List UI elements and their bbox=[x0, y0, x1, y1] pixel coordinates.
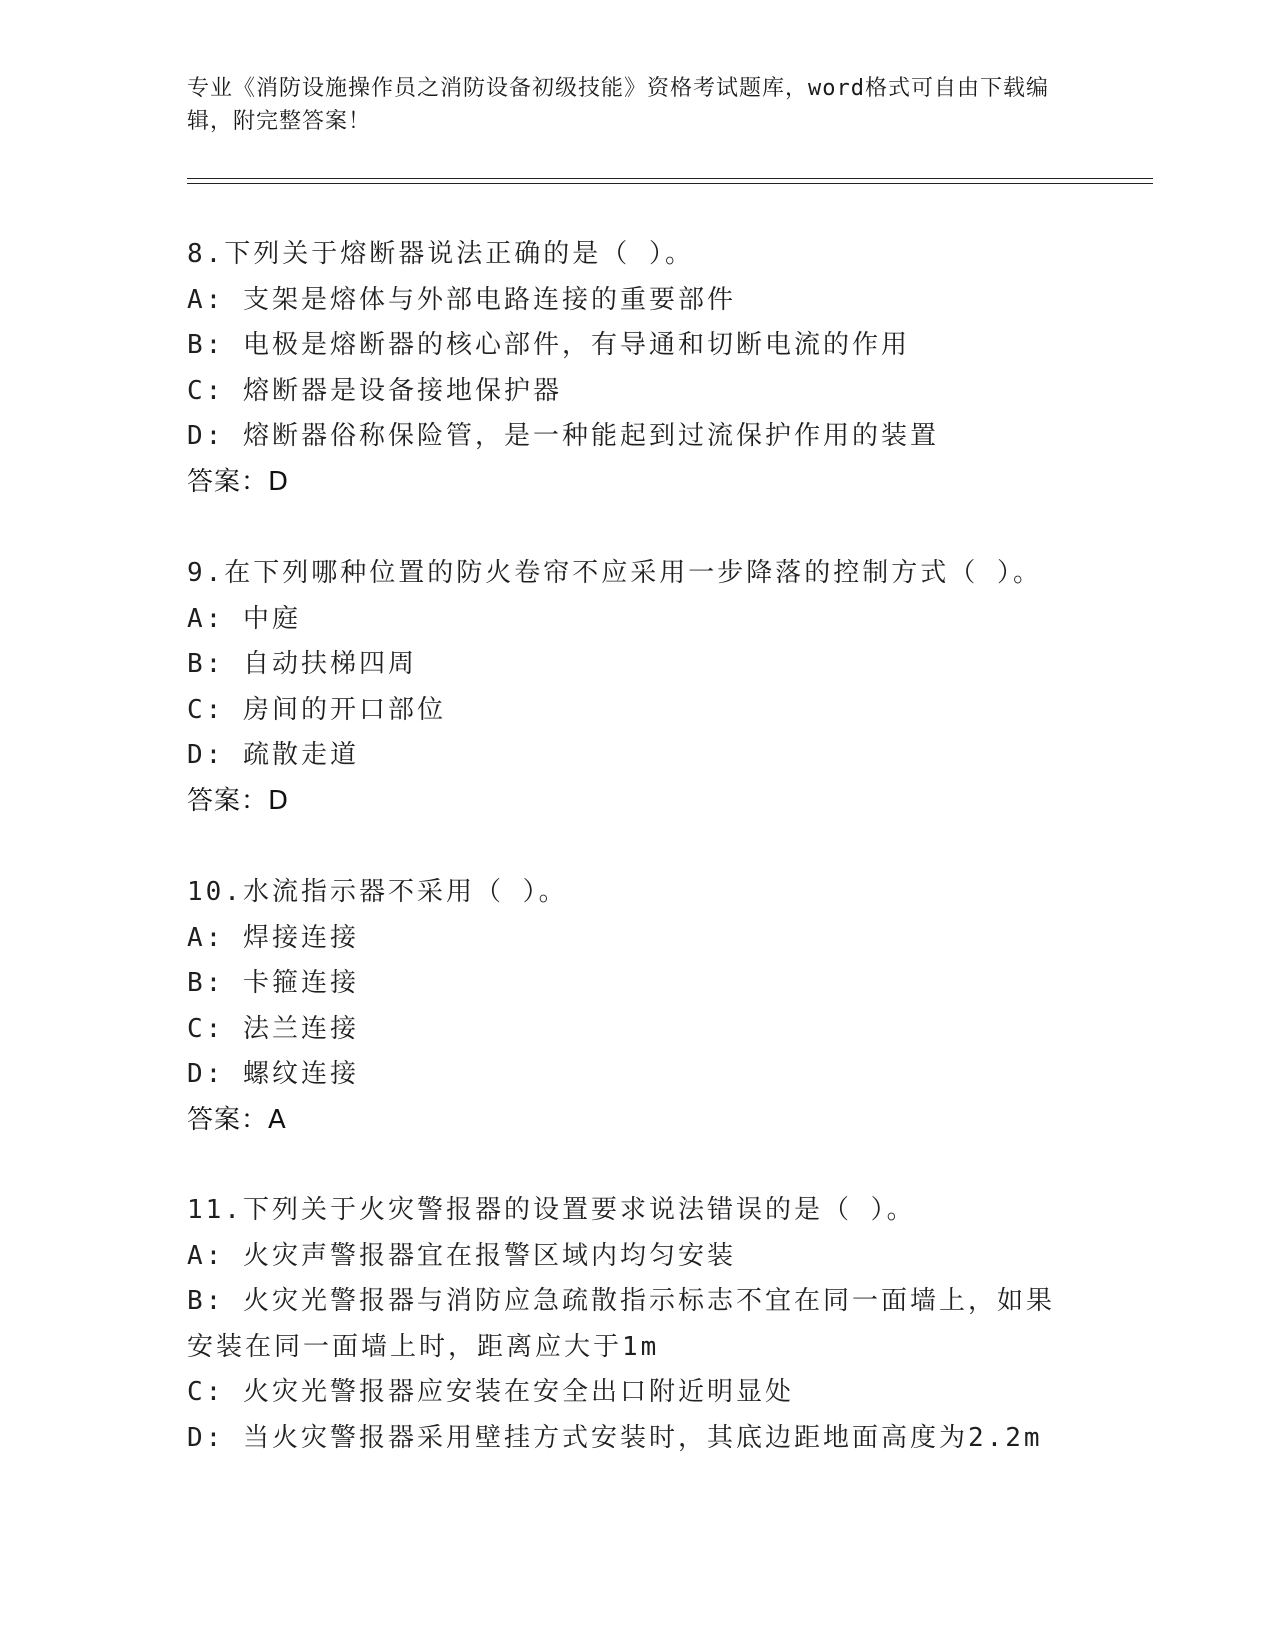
question-stem: 8.下列关于熔断器说法正确的是（ ）。 bbox=[187, 239, 694, 269]
option-b: B: 电极是熔断器的核心部件，有导通和切断电流的作用 bbox=[187, 330, 910, 360]
option-c: C: 房间的开口部位 bbox=[187, 694, 446, 725]
option-b: B: 火灾光警报器与消防应急疏散指示标志不宜在同一面墙上，如果安装在同一面墙上时，距离应大于1m bbox=[187, 1286, 1055, 1362]
question-stem: 9.在下列哪种位置的防火卷帘不应采用一步降落的控制方式（ ）。 bbox=[187, 558, 1042, 588]
header-divider-top bbox=[187, 178, 1153, 179]
option-b: B: 卡箍连接 bbox=[187, 968, 359, 998]
option-d: D: 疏散走道 bbox=[187, 740, 359, 770]
option-d: D: 螺纹连接 bbox=[187, 1059, 359, 1089]
answer: 答案：D bbox=[187, 785, 290, 816]
option-c: C: 熔断器是设备接地保护器 bbox=[187, 375, 562, 406]
option-a: A: 火灾声警报器宜在报警区域内均匀安装 bbox=[187, 1240, 736, 1271]
answer: 答案：D bbox=[187, 466, 290, 497]
question-9 bbox=[187, 551, 1087, 824]
option-a: A: 支架是熔体与外部电路连接的重要部件 bbox=[187, 284, 736, 315]
option-c: C: 火灾光警报器应安装在安全出口附近明显处 bbox=[187, 1377, 794, 1407]
header-divider-bottom bbox=[187, 183, 1153, 184]
question-8 bbox=[187, 232, 1087, 505]
option-d: D: 熔断器俗称保险管，是一种能起到过流保护作用的装置 bbox=[187, 421, 939, 451]
document-header: 专业《消防设施操作员之消防设备初级技能》资格考试题库，word格式可自由下载编辑，附完整答案！ bbox=[187, 76, 1049, 134]
option-c: C: 法兰连接 bbox=[187, 1013, 359, 1044]
option-a: A: 焊接连接 bbox=[187, 922, 359, 953]
question-11 bbox=[187, 1188, 1087, 1461]
question-10 bbox=[187, 870, 1087, 1143]
option-d: D: 当火灾警报器采用壁挂方式安装时，其底边距地面高度为2.2m bbox=[187, 1422, 1043, 1453]
option-b: B: 自动扶梯四周 bbox=[187, 649, 417, 679]
answer: 答案：A bbox=[187, 1104, 287, 1135]
question-stem: 11.下列关于火灾警报器的设置要求说法错误的是（ ）。 bbox=[187, 1195, 916, 1225]
question-stem: 10.水流指示器不采用（ ）。 bbox=[187, 877, 568, 907]
option-a: A: 中庭 bbox=[187, 603, 301, 634]
